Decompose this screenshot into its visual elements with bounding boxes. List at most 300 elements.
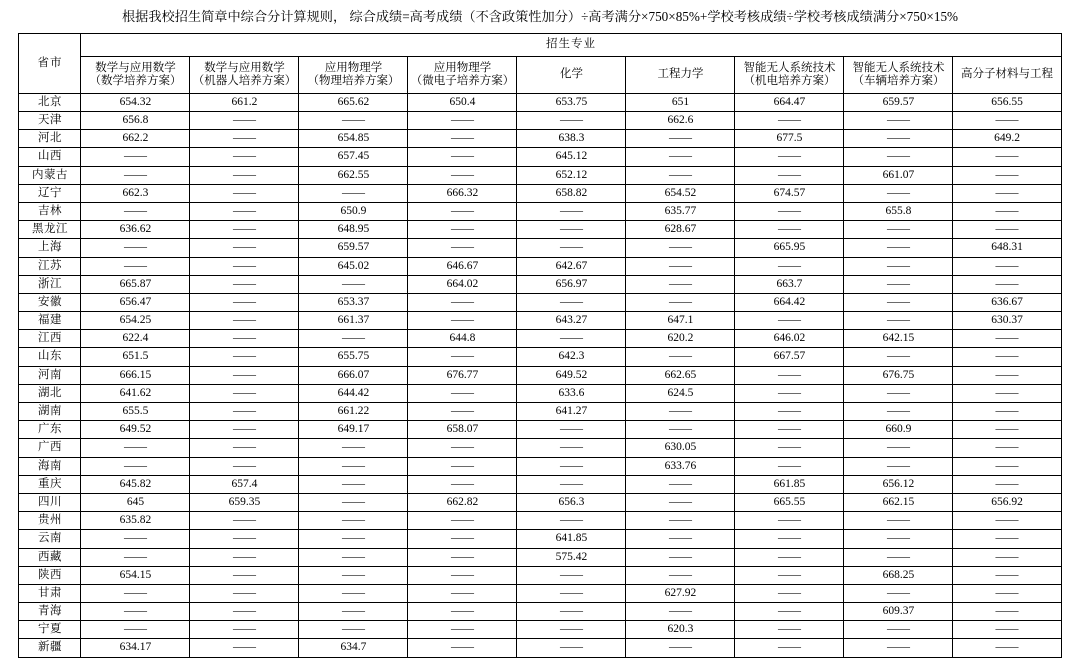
score-cell: —— — [844, 184, 953, 202]
score-cell: 645.02 — [299, 257, 408, 275]
header-row-group — [19, 33, 1061, 56]
score-cell: —— — [299, 275, 408, 293]
score-cell: 656.3 — [517, 493, 626, 511]
score-cell: —— — [408, 239, 517, 257]
score-cell: —— — [81, 621, 190, 639]
table-row — [19, 384, 1061, 402]
province-cell: 贵州 — [19, 512, 81, 530]
score-cell: —— — [626, 512, 735, 530]
table-row — [19, 621, 1061, 639]
score-cell: 653.37 — [299, 293, 408, 311]
score-cell: 662.82 — [408, 493, 517, 511]
score-cell: —— — [408, 312, 517, 330]
score-cell: —— — [735, 403, 844, 421]
score-cell: —— — [408, 603, 517, 621]
score-cell: 641.62 — [81, 384, 190, 402]
column-header-province: 省市 — [19, 33, 81, 93]
score-cell: —— — [517, 584, 626, 602]
score-cell: —— — [953, 421, 1061, 439]
score-cell: —— — [190, 621, 299, 639]
score-cell: 654.85 — [299, 130, 408, 148]
score-cell: —— — [844, 275, 953, 293]
score-cell: 642.67 — [517, 257, 626, 275]
score-cell: —— — [626, 493, 735, 511]
score-cell: —— — [408, 475, 517, 493]
score-cell: —— — [299, 475, 408, 493]
province-cell: 内蒙古 — [19, 166, 81, 184]
province-cell: 上海 — [19, 239, 81, 257]
score-cell: —— — [190, 348, 299, 366]
score-cell: 659.57 — [299, 239, 408, 257]
score-cell: 630.37 — [953, 312, 1061, 330]
score-cell: —— — [408, 130, 517, 148]
score-cell: 609.37 — [844, 603, 953, 621]
score-cell: —— — [299, 457, 408, 475]
score-cell: 674.57 — [735, 184, 844, 202]
score-cell: —— — [517, 512, 626, 530]
table-row — [19, 548, 1061, 566]
header-row-majors — [19, 56, 1061, 93]
score-cell: 630.05 — [626, 439, 735, 457]
table-row — [19, 275, 1061, 293]
score-cell: —— — [844, 384, 953, 402]
score-cell: —— — [517, 621, 626, 639]
score-cell: 635.82 — [81, 512, 190, 530]
table-row — [19, 366, 1061, 384]
score-cell: 644.42 — [299, 384, 408, 402]
table-row — [19, 312, 1061, 330]
province-cell: 甘肃 — [19, 584, 81, 602]
score-cell: —— — [190, 148, 299, 166]
calculation-rule-note: 根据我校招生简章中综合分计算规则， 综合成绩=高考成绩（不含政策性加分）÷高考满分×750×85%+学校考核成绩÷学校考核成绩满分×750×15% — [121, 9, 959, 24]
score-cell: 638.3 — [517, 130, 626, 148]
province-cell: 西藏 — [19, 548, 81, 566]
score-cell: 654.15 — [81, 566, 190, 584]
column-header-major-2: 应用物理学 （物理培养方案） — [299, 56, 408, 93]
score-cell: —— — [953, 184, 1061, 202]
score-cell: —— — [517, 202, 626, 220]
score-cell: 656.8 — [81, 112, 190, 130]
score-cell: 655.75 — [299, 348, 408, 366]
score-cell: —— — [735, 366, 844, 384]
table-row — [19, 221, 1061, 239]
score-cell: 644.8 — [408, 330, 517, 348]
score-cell: —— — [953, 584, 1061, 602]
score-cell: 658.07 — [408, 421, 517, 439]
score-cell: —— — [735, 257, 844, 275]
score-cell: —— — [517, 330, 626, 348]
score-cell: 662.3 — [81, 184, 190, 202]
score-cell: —— — [190, 275, 299, 293]
score-cell: —— — [408, 202, 517, 220]
score-cell: 655.8 — [844, 202, 953, 220]
score-cell: 676.77 — [408, 366, 517, 384]
column-header-major-3: 应用物理学 （微电子培养方案） — [408, 56, 517, 93]
score-cell: 657.45 — [299, 148, 408, 166]
score-cell: 654.52 — [626, 184, 735, 202]
score-cell: —— — [735, 584, 844, 602]
score-cell: 658.82 — [517, 184, 626, 202]
score-cell: 656.47 — [81, 293, 190, 311]
score-cell: 651 — [626, 93, 735, 111]
score-cell: 661.22 — [299, 403, 408, 421]
province-cell: 北京 — [19, 93, 81, 111]
score-cell: 664.42 — [735, 293, 844, 311]
score-cell: 646.67 — [408, 257, 517, 275]
score-cell: 655.5 — [81, 403, 190, 421]
province-cell: 云南 — [19, 530, 81, 548]
score-cell: —— — [735, 202, 844, 220]
score-cell: —— — [844, 457, 953, 475]
score-cell: —— — [626, 421, 735, 439]
score-cell: —— — [735, 384, 844, 402]
score-cell: 648.31 — [953, 239, 1061, 257]
province-cell: 天津 — [19, 112, 81, 130]
score-cell: —— — [735, 457, 844, 475]
score-cell: —— — [408, 439, 517, 457]
score-cell: —— — [953, 348, 1061, 366]
province-cell: 福建 — [19, 312, 81, 330]
table-row — [19, 148, 1061, 166]
score-cell: 653.75 — [517, 93, 626, 111]
province-cell: 陕西 — [19, 566, 81, 584]
score-cell: 654.25 — [81, 312, 190, 330]
table-row — [19, 130, 1061, 148]
score-cell: —— — [408, 166, 517, 184]
table-row — [19, 566, 1061, 584]
score-cell: 575.42 — [517, 548, 626, 566]
score-cell: —— — [953, 621, 1061, 639]
score-cell: —— — [408, 457, 517, 475]
column-header-major-5: 工程力学 — [626, 56, 735, 93]
score-cell: —— — [735, 439, 844, 457]
table-row — [19, 330, 1061, 348]
score-cell: —— — [626, 239, 735, 257]
province-cell: 河北 — [19, 130, 81, 148]
score-cell: —— — [408, 384, 517, 402]
column-header-major-6: 智能无人系统技术 （机电培养方案） — [735, 56, 844, 93]
score-cell: —— — [408, 512, 517, 530]
score-cell: —— — [626, 275, 735, 293]
table-row — [19, 584, 1061, 602]
score-cell: —— — [517, 221, 626, 239]
score-cell: —— — [953, 548, 1061, 566]
score-cell: —— — [190, 184, 299, 202]
score-cell: —— — [735, 530, 844, 548]
table-row — [19, 493, 1061, 511]
score-cell: —— — [517, 112, 626, 130]
score-cell: —— — [844, 148, 953, 166]
score-cell: 663.7 — [735, 275, 844, 293]
score-cell: 636.67 — [953, 293, 1061, 311]
score-cell: —— — [953, 330, 1061, 348]
score-cell: 656.92 — [953, 493, 1061, 511]
score-cell: 645 — [81, 493, 190, 511]
score-cell: —— — [299, 112, 408, 130]
score-cell: —— — [81, 548, 190, 566]
score-cell: —— — [299, 184, 408, 202]
score-cell: 643.27 — [517, 312, 626, 330]
column-header-major-0: 数学与应用数学 （数学培养方案） — [81, 56, 190, 93]
score-cell: —— — [626, 348, 735, 366]
score-cell: —— — [626, 639, 735, 657]
score-cell: —— — [844, 257, 953, 275]
score-cell: —— — [953, 475, 1061, 493]
score-cell: —— — [626, 548, 735, 566]
province-cell: 辽宁 — [19, 184, 81, 202]
admission-score-table — [18, 33, 1061, 658]
score-cell: —— — [735, 221, 844, 239]
province-cell: 湖南 — [19, 403, 81, 421]
table-row — [19, 202, 1061, 220]
score-cell: —— — [844, 293, 953, 311]
score-cell: 628.67 — [626, 221, 735, 239]
score-cell: —— — [190, 202, 299, 220]
score-cell: —— — [953, 221, 1061, 239]
score-cell: 661.85 — [735, 475, 844, 493]
score-cell: 620.3 — [626, 621, 735, 639]
score-cell: 665.62 — [299, 93, 408, 111]
score-cell: —— — [626, 603, 735, 621]
table-row — [19, 512, 1061, 530]
score-cell: —— — [408, 148, 517, 166]
score-cell: 662.65 — [626, 366, 735, 384]
score-cell: —— — [626, 566, 735, 584]
score-cell: —— — [844, 439, 953, 457]
score-cell: —— — [408, 584, 517, 602]
province-cell: 广西 — [19, 439, 81, 457]
score-cell: —— — [408, 293, 517, 311]
score-cell: —— — [844, 130, 953, 148]
province-cell: 宁夏 — [19, 621, 81, 639]
score-cell: —— — [190, 530, 299, 548]
province-cell: 海南 — [19, 457, 81, 475]
score-cell: —— — [299, 621, 408, 639]
score-cell: 666.07 — [299, 366, 408, 384]
score-cell: —— — [517, 566, 626, 584]
score-cell: 659.57 — [844, 93, 953, 111]
score-cell: —— — [953, 439, 1061, 457]
province-cell: 吉林 — [19, 202, 81, 220]
score-cell: —— — [735, 603, 844, 621]
score-cell: —— — [81, 584, 190, 602]
score-cell: 641.85 — [517, 530, 626, 548]
score-cell: —— — [190, 403, 299, 421]
score-cell: —— — [953, 639, 1061, 657]
score-cell: —— — [844, 221, 953, 239]
score-cell: —— — [408, 221, 517, 239]
score-cell: 661.37 — [299, 312, 408, 330]
table-row — [19, 166, 1061, 184]
score-cell: —— — [844, 348, 953, 366]
score-cell: —— — [190, 512, 299, 530]
score-cell: —— — [517, 457, 626, 475]
score-cell: 651.5 — [81, 348, 190, 366]
column-header-major-7: 智能无人系统技术 （车辆培养方案） — [844, 56, 953, 93]
province-cell: 浙江 — [19, 275, 81, 293]
score-cell: —— — [408, 621, 517, 639]
score-cell: 654.32 — [81, 93, 190, 111]
score-cell: 660.9 — [844, 421, 953, 439]
score-cell: —— — [81, 257, 190, 275]
score-cell: —— — [81, 603, 190, 621]
score-cell: —— — [190, 293, 299, 311]
score-cell: —— — [953, 384, 1061, 402]
score-cell: —— — [190, 112, 299, 130]
score-cell: 649.52 — [517, 366, 626, 384]
score-cell: —— — [953, 457, 1061, 475]
score-cell: —— — [626, 530, 735, 548]
score-cell: —— — [190, 312, 299, 330]
column-header-majors-group: 招生专业 — [81, 33, 1061, 56]
score-cell: 659.35 — [190, 493, 299, 511]
score-cell: —— — [844, 312, 953, 330]
score-cell: —— — [190, 166, 299, 184]
score-cell: —— — [844, 530, 953, 548]
score-cell: —— — [299, 530, 408, 548]
score-cell: —— — [81, 148, 190, 166]
table-header — [19, 33, 1061, 93]
score-cell: 662.2 — [81, 130, 190, 148]
score-cell: —— — [953, 403, 1061, 421]
score-cell: 656.55 — [953, 93, 1061, 111]
score-cell: —— — [953, 603, 1061, 621]
score-cell: —— — [81, 457, 190, 475]
table-row — [19, 257, 1061, 275]
score-cell: 677.5 — [735, 130, 844, 148]
score-cell: —— — [190, 421, 299, 439]
score-cell: —— — [517, 439, 626, 457]
score-cell: 633.6 — [517, 384, 626, 402]
score-cell: —— — [844, 112, 953, 130]
score-cell: —— — [844, 403, 953, 421]
score-cell: —— — [299, 493, 408, 511]
score-cell: 635.77 — [626, 202, 735, 220]
score-cell: —— — [517, 475, 626, 493]
table-body — [19, 93, 1061, 657]
score-cell: 650.9 — [299, 202, 408, 220]
score-cell: —— — [517, 239, 626, 257]
score-cell: —— — [844, 512, 953, 530]
province-cell: 广东 — [19, 421, 81, 439]
score-cell: —— — [190, 639, 299, 657]
province-cell: 江西 — [19, 330, 81, 348]
score-cell: —— — [735, 566, 844, 584]
score-cell: 648.95 — [299, 221, 408, 239]
table-row — [19, 112, 1061, 130]
province-cell: 新疆 — [19, 639, 81, 657]
table-row — [19, 293, 1061, 311]
column-header-major-8: 高分子材料与工程 — [953, 56, 1061, 93]
table-row — [19, 457, 1061, 475]
score-cell: —— — [81, 439, 190, 457]
score-cell: —— — [844, 584, 953, 602]
score-cell: —— — [844, 621, 953, 639]
table-row — [19, 603, 1061, 621]
table-row — [19, 93, 1061, 111]
score-cell: —— — [299, 603, 408, 621]
score-cell: 652.12 — [517, 166, 626, 184]
score-cell: 649.52 — [81, 421, 190, 439]
score-cell: —— — [299, 548, 408, 566]
score-cell: —— — [517, 639, 626, 657]
score-cell: —— — [299, 566, 408, 584]
province-cell: 四川 — [19, 493, 81, 511]
score-cell: 666.15 — [81, 366, 190, 384]
score-cell: —— — [299, 439, 408, 457]
score-cell: —— — [190, 366, 299, 384]
score-cell: 656.97 — [517, 275, 626, 293]
score-cell: 633.76 — [626, 457, 735, 475]
score-cell: —— — [517, 421, 626, 439]
score-cell: —— — [735, 421, 844, 439]
score-cell: —— — [408, 639, 517, 657]
table-row — [19, 439, 1061, 457]
score-cell: —— — [517, 603, 626, 621]
score-cell: 662.6 — [626, 112, 735, 130]
score-cell: —— — [735, 166, 844, 184]
score-cell: —— — [735, 312, 844, 330]
score-cell: 661.2 — [190, 93, 299, 111]
score-cell: 657.4 — [190, 475, 299, 493]
score-cell: —— — [299, 330, 408, 348]
score-cell: 661.07 — [844, 166, 953, 184]
score-cell: —— — [81, 166, 190, 184]
score-cell: —— — [844, 548, 953, 566]
score-cell: —— — [844, 239, 953, 257]
table-row — [19, 239, 1061, 257]
score-cell: 667.57 — [735, 348, 844, 366]
score-cell: —— — [408, 403, 517, 421]
score-cell: 666.32 — [408, 184, 517, 202]
table-row — [19, 403, 1061, 421]
province-cell: 河南 — [19, 366, 81, 384]
score-cell: —— — [953, 202, 1061, 220]
score-cell: —— — [735, 112, 844, 130]
score-cell: 642.15 — [844, 330, 953, 348]
score-cell: 645.12 — [517, 148, 626, 166]
column-header-major-1: 数学与应用数学 （机器人培养方案） — [190, 56, 299, 93]
score-cell: —— — [953, 530, 1061, 548]
score-cell: —— — [190, 548, 299, 566]
score-cell: —— — [190, 239, 299, 257]
score-cell: —— — [953, 257, 1061, 275]
score-cell: 620.2 — [626, 330, 735, 348]
score-cell: —— — [953, 366, 1061, 384]
table-row — [19, 348, 1061, 366]
province-cell: 安徽 — [19, 293, 81, 311]
score-cell: —— — [299, 584, 408, 602]
score-cell: —— — [735, 512, 844, 530]
score-cell: —— — [408, 112, 517, 130]
province-cell: 山西 — [19, 148, 81, 166]
score-cell: 665.87 — [81, 275, 190, 293]
score-cell: 665.95 — [735, 239, 844, 257]
score-cell: 649.17 — [299, 421, 408, 439]
table-row — [19, 639, 1061, 657]
score-cell: —— — [408, 566, 517, 584]
score-cell: 662.55 — [299, 166, 408, 184]
table-row — [19, 184, 1061, 202]
score-cell: —— — [81, 530, 190, 548]
score-cell: 668.25 — [844, 566, 953, 584]
score-cell: 646.02 — [735, 330, 844, 348]
score-cell: —— — [844, 639, 953, 657]
province-cell: 青海 — [19, 603, 81, 621]
score-cell: 676.75 — [844, 366, 953, 384]
province-cell: 湖北 — [19, 384, 81, 402]
score-cell: —— — [190, 130, 299, 148]
